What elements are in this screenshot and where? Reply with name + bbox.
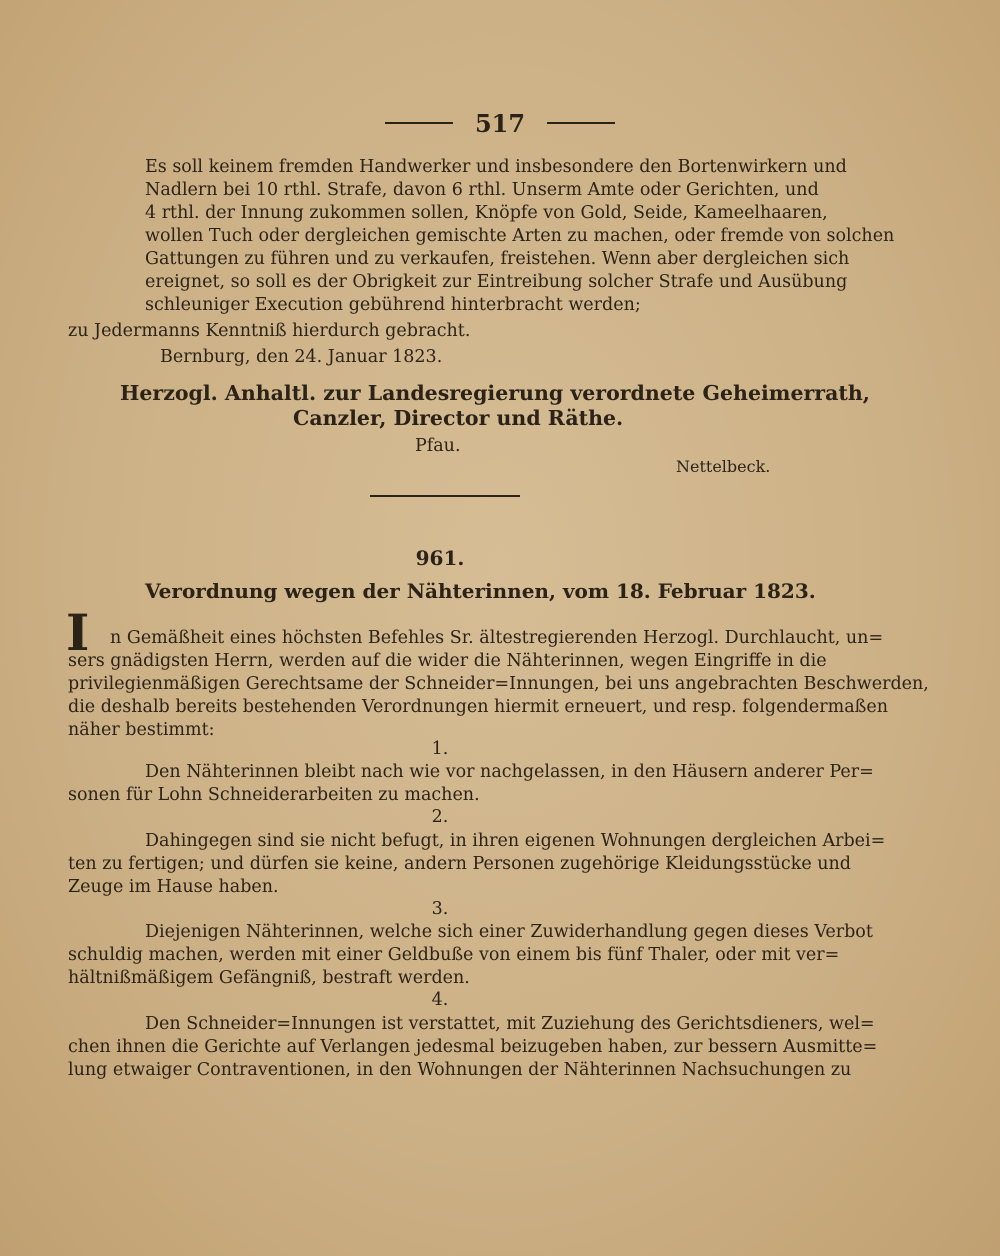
text-line: Gattungen zu führen und zu verkaufen, freistehen. Wenn aber dergleichen sich [145, 249, 850, 269]
header-rule-left [385, 122, 453, 124]
date-line: Bernburg, den 24. Januar 1823. [160, 347, 443, 367]
section-number: 961. [415, 546, 465, 570]
header-rule-right [547, 122, 615, 124]
page-number: 517 [474, 108, 526, 138]
paragraph-number: 1. [431, 739, 449, 759]
text-line: schuldig machen, werden mit einer Geldbuße von einem bis fünf Thaler, oder mit ver= [68, 945, 840, 965]
text-line: schleuniger Execution gebührend hinterbracht werden; [145, 295, 641, 315]
text-line: Dahingegen sind sie nicht befugt, in ihren eigenen Wohnungen dergleichen Arbei= [145, 831, 886, 851]
paragraph-number: 2. [431, 807, 449, 827]
text-line: Nadlern bei 10 rthl. Strafe, davon 6 rthl. Unserm Amte oder Gerichten, und [145, 180, 819, 200]
text-line: Zeuge im Hause haben. [68, 877, 279, 897]
section-separator [370, 495, 520, 497]
text-line: sers gnädigsten Herrn, werden auf die wider die Nähterinnen, wegen Eingriffe in die [68, 651, 827, 671]
kenntniss-line: zu Jedermanns Kenntniß hierdurch gebracht. [68, 321, 471, 341]
text-line: 4 rthl. der Innung zukommen sollen, Knöpfe von Gold, Seide, Kameelhaaren, [145, 203, 828, 223]
text-line: n Gemäßheit eines höchsten Befehles Sr. ältestregierenden Herzogl. Durchlaucht, un= [110, 628, 884, 648]
paragraph-number: 4. [431, 990, 449, 1010]
text-line: ereignet, so soll es der Obrigkeit zur Eintreibung solcher Strafe und Ausübung [145, 272, 848, 292]
text-line: privilegienmäßigen Gerechtsame der Schneider=Innungen, bei uns angebrachten Beschwerden, [68, 674, 929, 694]
signature-pfau: Pfau. [415, 436, 461, 456]
page-header [0, 108, 1000, 138]
text-line: wollen Tuch oder dergleichen gemischte Arten zu machen, oder fremde von solchen [145, 226, 895, 246]
drop-cap: I [66, 603, 90, 662]
text-line: näher bestimmt: [68, 720, 215, 740]
authority-line: Herzogl. Anhaltl. zur Landesregierung verordnete Geheimerrath, [120, 381, 870, 405]
text-line: hältnißmäßigem Gefängniß, bestraft werden. [68, 968, 470, 988]
paragraph-number: 3. [431, 899, 449, 919]
text-line: lung etwaiger Contraventionen, in den Wohnungen der Nähterinnen Nachsuchungen zu [68, 1060, 852, 1080]
text-line: Den Nähterinnen bleibt nach wie vor nachgelassen, in den Häusern anderer Per= [145, 762, 874, 782]
section-title: Verordnung wegen der Nähterinnen, vom 18. Februar 1823. [145, 579, 816, 603]
authority-line: Canzler, Director und Räthe. [293, 406, 624, 430]
text-line: Es soll keinem fremden Handwerker und insbesondere den Bortenwirkern und [145, 157, 847, 177]
text-line: sonen für Lohn Schneiderarbeiten zu machen. [68, 785, 480, 805]
text-line: Den Schneider=Innungen ist verstattet, mit Zuziehung des Gerichtsdieners, wel= [145, 1014, 875, 1034]
signature-nettelbeck: Nettelbeck. [676, 457, 771, 476]
text-line: die deshalb bereits bestehenden Verordnungen hiermit erneuert, und resp. folgendermaßen [68, 697, 888, 717]
text-line: Diejenigen Nähterinnen, welche sich einer Zuwiderhandlung gegen dieses Verbot [145, 922, 873, 942]
text-line: chen ihnen die Gerichte auf Verlangen jedesmal beizugeben haben, zur bessern Ausmitte= [68, 1037, 878, 1057]
text-line: ten zu fertigen; und dürfen sie keine, andern Personen zugehörige Kleidungsstücke und [68, 854, 852, 874]
